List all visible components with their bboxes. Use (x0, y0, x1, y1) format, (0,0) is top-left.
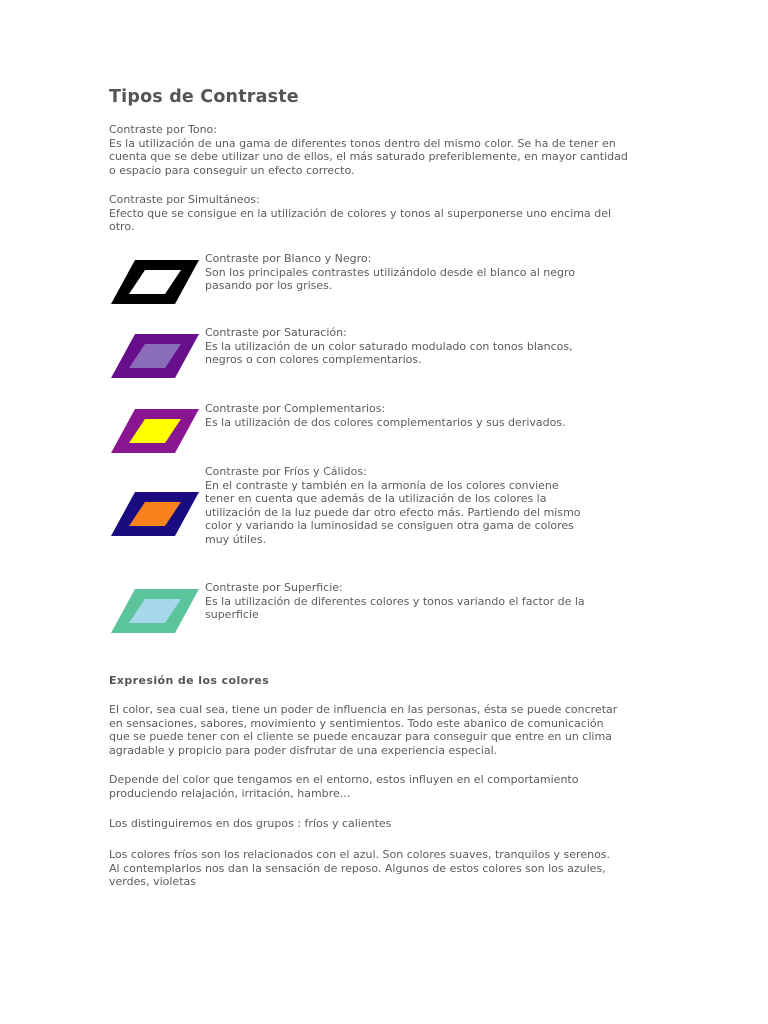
item-line: negros o con colores complementarios. (205, 353, 422, 366)
page-title: Tipos de Contraste (109, 87, 299, 107)
paragraph (109, 817, 669, 831)
item-line: tener en cuenta que además de la utilización de los colores la (205, 492, 547, 505)
intro-line: otro. (109, 220, 135, 233)
green-lightblue-rhombus-icon (109, 587, 201, 635)
paragraph (109, 703, 669, 757)
purple-lilac-rhombus-icon (109, 332, 201, 380)
item-heading: Contraste por Saturación: (205, 326, 347, 339)
paragraph-line: Los distinguiremos en dos grupos : fríos y calientes (109, 817, 392, 830)
navy-orange-rhombus-icon (109, 490, 201, 538)
item-line: pasando por los grises. (205, 279, 333, 292)
intro-line: Efecto que se consigue en la utilización de colores y tonos al superponerse uno encima del (109, 206, 612, 220)
item-heading: Contraste por Fríos y Cálidos: (205, 465, 367, 478)
paragraph-line: verdes, violetas (109, 875, 196, 888)
intro-line: o espacio para conseguir un efecto correcto. (109, 163, 355, 177)
section-subheading: Expresión de los colores (109, 674, 270, 687)
item-line: color y variando la luminosidad se consiguen otra gama de colores (205, 519, 574, 532)
item-heading: Contraste por Complementarios: (205, 402, 386, 415)
item-heading: Contraste por Superficie: (205, 581, 343, 594)
item-line: Es la utilización de dos colores complementarios y sus derivados. (205, 415, 566, 429)
paragraph (109, 773, 669, 800)
item-line: Son los principales contrastes utilizándolo desde el blanco al negro (205, 265, 576, 279)
item-line: muy útiles. (205, 532, 267, 546)
black-white-rhombus-icon (109, 258, 201, 306)
paragraph-line: que se puede tener con el cliente se puede encauzar para conseguir que entre en un clima (109, 730, 612, 743)
paragraph (109, 848, 669, 889)
paragraph-line: Los colores fríos son los relacionados con el azul. Son colores suaves, tranquilos y serenos. (109, 848, 611, 861)
paragraph-line: Al contemplarlos nos dan la sensación de reposo. Algunos de estos colores son los azules, (109, 861, 606, 875)
intro-heading: Contraste por Simultáneos: (109, 193, 260, 206)
paragraph-line: Depende del color que tengamos en el entorno, estos influyen en el comportamiento (109, 773, 579, 786)
intro-contraste-simultaneos (109, 193, 669, 234)
item-line: superficie (205, 608, 259, 621)
item-line: utilización de la luz puede dar otro efecto más. Partiendo del mismo (205, 505, 581, 519)
item-line: Es la utilización de un color saturado modulado con tonos blancos, (205, 339, 573, 353)
paragraph-line: agradable y propicio para poder disfrutar de una experiencia especial. (109, 743, 498, 757)
intro-line: cuenta que se debe utilizar uno de ellos, el más saturado preferiblemente, en mayor cantidad (109, 150, 628, 163)
document-page (109, 86, 669, 888)
paragraph-line: El color, sea cual sea, tiene un poder de influencia en las personas, ésta se puede concretar (109, 703, 618, 716)
item-line: En el contraste y también en la armonía de los colores conviene (205, 478, 559, 492)
item-line: Es la utilización de diferentes colores y tonos variando el factor de la (205, 594, 585, 608)
intro-contraste-tono (109, 123, 669, 177)
item-heading: Contraste por Blanco y Negro: (205, 252, 372, 265)
purple-yellow-rhombus-icon (109, 407, 201, 455)
paragraph-line: produciendo relajación, irritación, hambre... (109, 786, 351, 800)
intro-heading: Contraste por Tono: (109, 123, 217, 136)
intro-line: Es la utilización de una gama de diferentes tonos dentro del mismo color. Se ha de tener en (109, 136, 616, 150)
paragraph-line: en sensaciones, sabores, movimiento y sentimientos. Todo este abanico de comunicación (109, 716, 604, 730)
